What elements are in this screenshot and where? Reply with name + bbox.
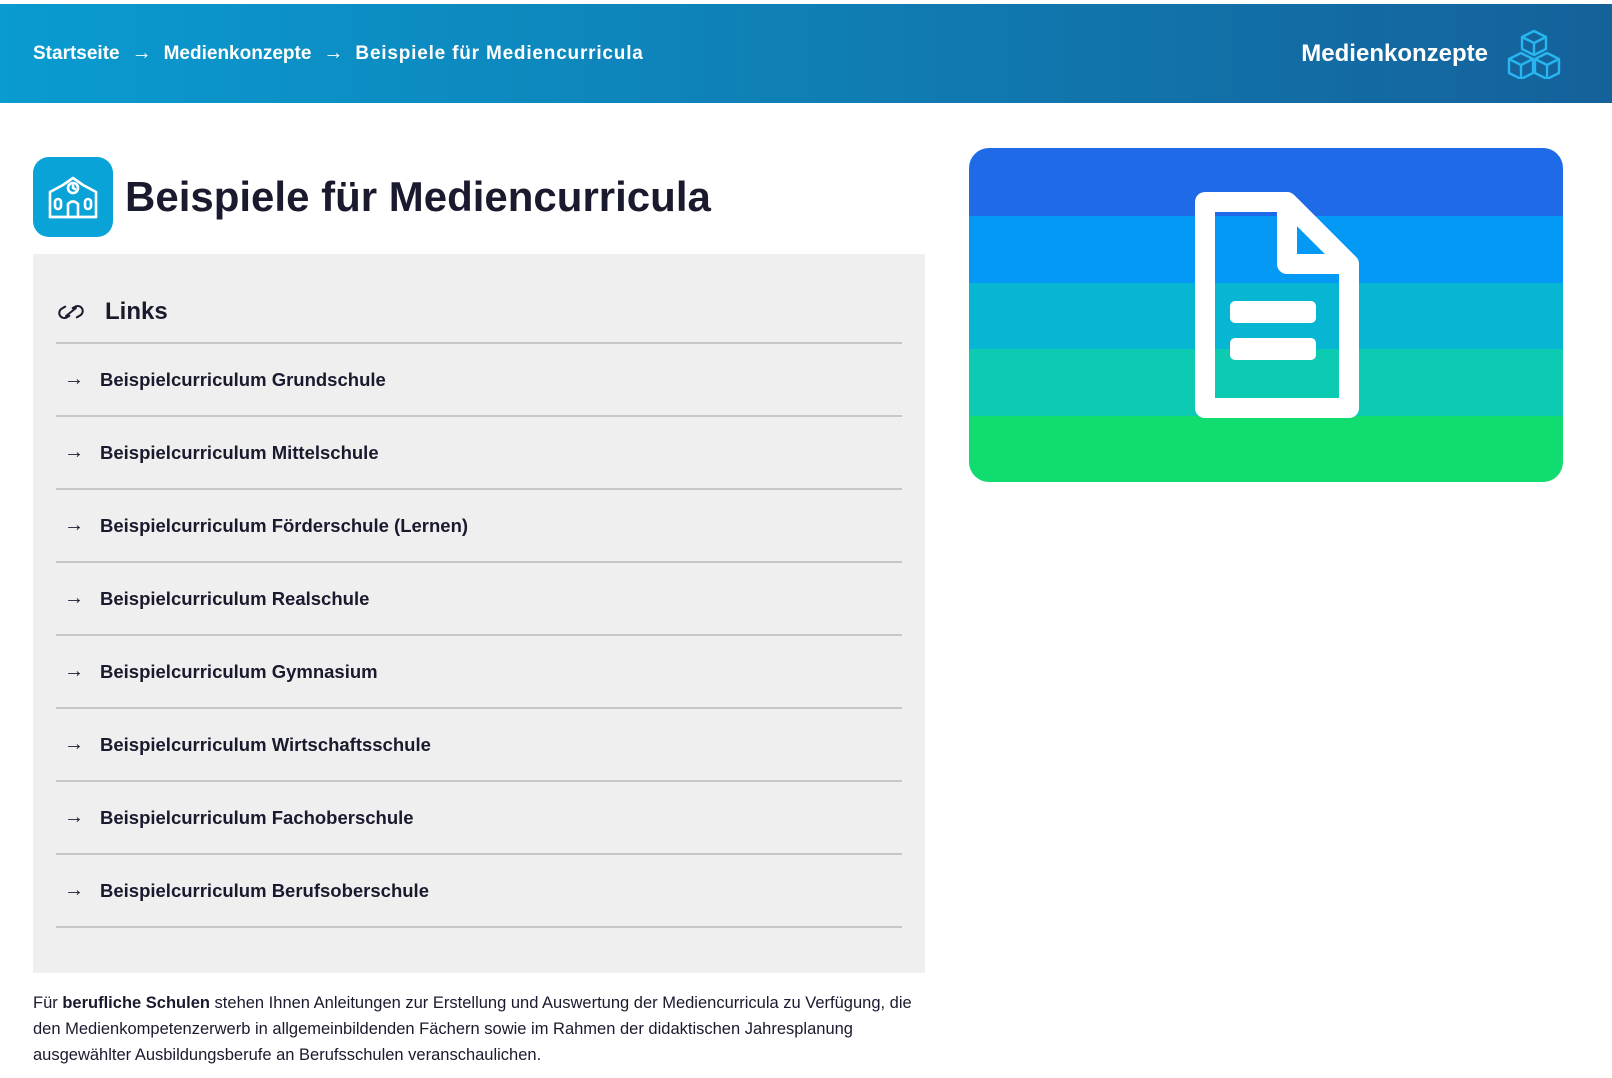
link-item-label: Beispielcurriculum Realschule bbox=[100, 587, 370, 609]
link-item[interactable] bbox=[56, 636, 902, 709]
link-item[interactable] bbox=[56, 782, 902, 855]
link-item[interactable] bbox=[56, 855, 902, 928]
arrow-right-icon: → bbox=[64, 441, 84, 463]
link-item[interactable] bbox=[56, 563, 902, 636]
breadcrumb-home-link[interactable]: Startseite bbox=[33, 42, 120, 64]
paragraph-prefix: Für bbox=[33, 994, 63, 1012]
link-item-label: Beispielcurriculum Gymnasium bbox=[100, 660, 378, 682]
links-panel bbox=[33, 254, 925, 973]
school-building-icon bbox=[33, 157, 113, 237]
arrow-right-icon: → bbox=[131, 42, 152, 64]
cubes-icon bbox=[1506, 29, 1562, 79]
brand-title: Medienkonzepte bbox=[1301, 39, 1488, 67]
arrow-right-icon: → bbox=[64, 879, 84, 901]
links-heading bbox=[55, 298, 168, 326]
link-item-label: Beispielcurriculum Fachoberschule bbox=[100, 806, 414, 828]
document-icon bbox=[1187, 192, 1363, 426]
links-list bbox=[56, 342, 902, 928]
link-item-label: Beispielcurriculum Berufsoberschule bbox=[100, 879, 429, 901]
link-item-label: Beispielcurriculum Förderschule (Lernen) bbox=[100, 514, 469, 536]
page-title-row bbox=[33, 157, 711, 237]
links-heading-label: Links bbox=[105, 298, 168, 325]
site-header bbox=[0, 4, 1612, 103]
link-item-label: Beispielcurriculum Mittelschule bbox=[100, 441, 379, 463]
link-item-label: Beispielcurriculum Wirtschaftsschule bbox=[100, 733, 431, 755]
link-chain-icon bbox=[55, 301, 87, 323]
breadcrumb bbox=[33, 4, 644, 103]
page-title: Beispiele für Mediencurricula bbox=[125, 173, 711, 220]
link-item[interactable] bbox=[56, 344, 902, 417]
link-item-label: Beispielcurriculum Grundschule bbox=[100, 368, 386, 390]
hero-image bbox=[969, 148, 1563, 482]
link-item[interactable] bbox=[56, 417, 902, 490]
paragraph-rest: stehen Ihnen Anleitungen zur Erstellung und Auswertung der Mediencurricula zu Verfügung, die den Medienkompetenzerwerb in allgemeinbildenden Fächern sowie im Rahmen der didaktischen Jahresplanung ausgewählter Ausbildungsberufe an Berufsschulen veranschaulichen. bbox=[33, 994, 912, 1064]
intro-paragraph bbox=[33, 990, 923, 1068]
paragraph-bold: berufliche Schulen bbox=[62, 994, 210, 1012]
arrow-right-icon: → bbox=[64, 587, 84, 609]
arrow-right-icon: → bbox=[64, 368, 84, 390]
arrow-right-icon: → bbox=[323, 42, 344, 64]
arrow-right-icon: → bbox=[64, 514, 84, 536]
link-item[interactable] bbox=[56, 709, 902, 782]
arrow-right-icon: → bbox=[64, 733, 84, 755]
breadcrumb-current: Beispiele für Mediencurricula bbox=[355, 42, 644, 64]
brand-link[interactable] bbox=[1301, 4, 1562, 103]
link-item[interactable] bbox=[56, 490, 902, 563]
arrow-right-icon: → bbox=[64, 806, 84, 828]
arrow-right-icon: → bbox=[64, 660, 84, 682]
breadcrumb-medienkonzepte-link[interactable]: Medienkonzepte bbox=[163, 42, 312, 64]
